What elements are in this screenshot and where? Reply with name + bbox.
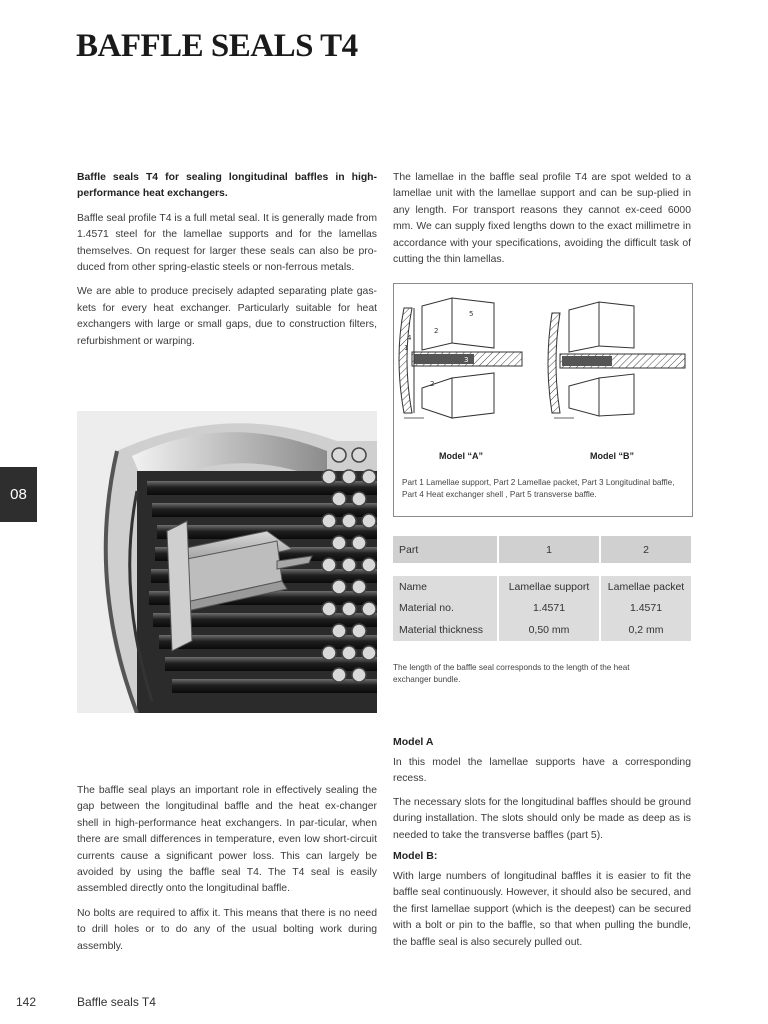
model-a-drawing <box>399 298 522 418</box>
model-a-paragraph-1: In this model the lamellae supports have a corresponding recess. <box>393 757 691 785</box>
lead-paragraph: Baffle seals T4 for sealing longitudinal baffles in high-performance heat exchangers. <box>77 172 377 200</box>
specifications-table <box>393 536 691 641</box>
table-header-row <box>393 536 691 563</box>
section-tab <box>0 467 37 522</box>
diagram-caption: Part 1 Lamellae support, Part 2 Lamellae packet, Part 3 Longitudinal baffle, Part 4 Heat exchanger shell , Part 5 transverse baffle. <box>402 478 675 499</box>
part-label-3: 3 <box>464 356 469 364</box>
technical-diagram <box>393 283 693 517</box>
section-tab-label: 08 <box>10 486 27 503</box>
model-b-paragraph-1: With large numbers of longitudinal baffles it is easier to fit the baffle seal continuously. However, it should also be secured, and the first lamellae support (which is the deepest) can be secured with a bolt or pin to the baffle, so that when pulling the bundle, the baffle seal is also securely pulled out. <box>393 871 691 948</box>
product-photo <box>77 411 377 713</box>
intro-paragraph-2: We are able to produce precisely adapted separating plate gas-kets for every heat exchanger. Particularly suitable for heat exchangers with large or small gaps, due to construction filters, refurbishment or warping. <box>77 286 377 347</box>
model-b-drawing <box>548 302 685 418</box>
table-cell: Material no. <box>393 597 498 618</box>
part-label-1: 1 <box>404 344 409 352</box>
table-row <box>393 618 691 641</box>
model-b-label: Model “B” <box>590 451 634 461</box>
page-number: 142 <box>16 995 37 1009</box>
left-intro <box>77 170 377 350</box>
model-a-paragraph-2: The necessary slots for the longitudinal baffles should be ground during installation. The slots should only be made as deep as is needed to take the transverse baffles (part 5). <box>393 796 691 841</box>
part-label-5: 5 <box>469 310 474 318</box>
body-paragraph-2: No bolts are required to affix it. This means that there is no need to drill holes or to do any of the usual bolting work during assembly. <box>77 907 377 952</box>
part-label-2-b: 2 <box>430 380 435 388</box>
right-paragraph-1: The lamellae in the baffle seal profile T4 are spot welded to a lamellae unit with the lamellae support and can be sup-plied in any length. For transport reasons they cannot ex-ceed 6000 mm. We can supply fixed lengths down to the exact millimetre in accordance with your specifications, avoiding the difficult task of cutting the thin lamellas. <box>393 172 691 266</box>
cross-section-drawing <box>394 288 692 448</box>
table-cell: Material thickness <box>393 618 498 641</box>
table-cell: 1.4571 <box>600 597 691 618</box>
table-header-1: 1 <box>498 536 600 563</box>
page-title: BAFFLE SEALS T4 <box>76 28 358 64</box>
model-a-label: Model “A” <box>439 451 483 461</box>
table-note: The length of the baffle seal corresponds to the length of the heat exchanger bundle. <box>393 663 630 684</box>
left-body <box>77 783 377 955</box>
table-cell: 1.4571 <box>498 597 600 618</box>
table-row <box>393 576 691 597</box>
table-cell: 0,2 mm <box>600 618 691 641</box>
body-paragraph-1: The baffle seal plays an important role in effectively sealing the gap between the longitudinal baffle and the heat ex-changer shell in high-performance heat exchangers. In par-ticular, when there are small differences in temperature, even low short-circuit currents cause a significant power loss. This can largely be avoided by using the baffle seal T4. The T4 seal is easily assembled directly onto the longitudinal baffle. <box>77 785 377 895</box>
right-intro <box>393 170 691 268</box>
table-cell: 0,50 mm <box>498 618 600 641</box>
footer-title: Baffle seals T4 <box>77 995 156 1009</box>
table-header-2: 2 <box>600 536 691 563</box>
model-b-heading: Model B: <box>393 850 438 863</box>
table-row <box>393 597 691 618</box>
models-section <box>393 736 691 951</box>
model-a-heading: Model A <box>393 736 434 748</box>
part-label-2-a: 2 <box>434 327 439 335</box>
table-header-part: Part <box>393 536 498 563</box>
table-cell: Lamellae support <box>498 576 600 597</box>
table-cell: Lamellae packet <box>600 576 691 597</box>
part-label-4: 4 <box>407 334 412 342</box>
table-cell: Name <box>393 576 498 597</box>
intro-paragraph-1: Baffle seal profile T4 is a full metal seal. It is generally made from 1.4571 steel for the lamellae supports and for the lamellas themselves. On request for larger these seals can also be pro-duced from other spring-elastic steels or non-ferrous metals. <box>77 212 377 274</box>
heat-exchanger-illustration <box>77 411 377 713</box>
